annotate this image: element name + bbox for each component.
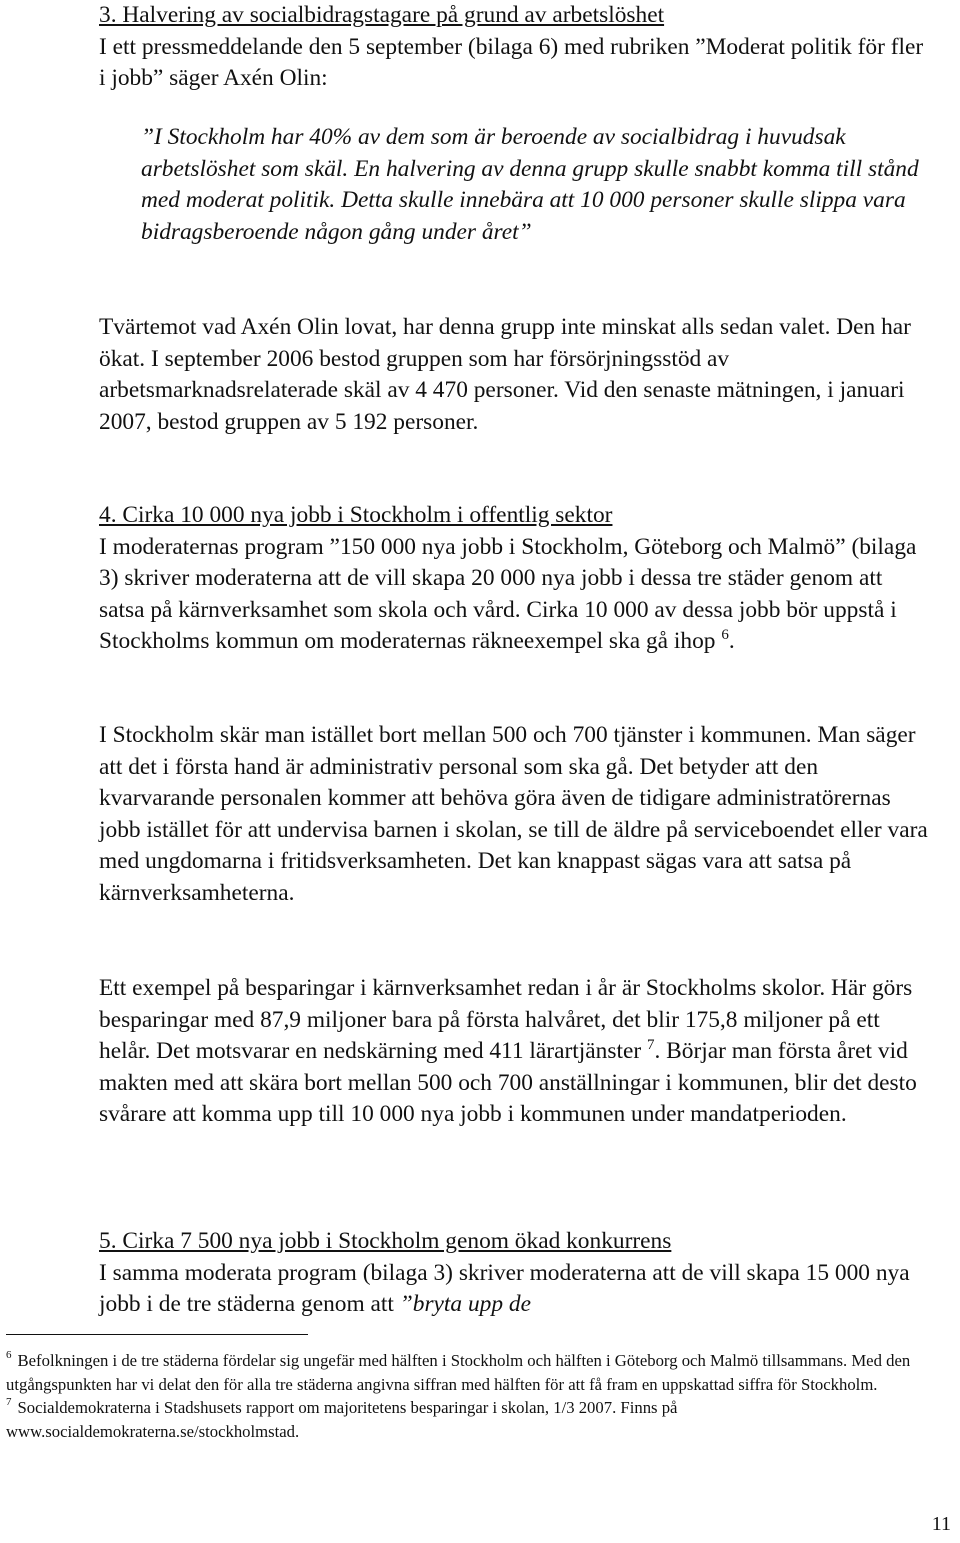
section-4-paragraph-3-text: Ett exempel på besparingar i kärnverksamhet redan i år är Stockholms skolor. Här görs besparingar med 87,9 miljoner bara på första halvåret, det blir 175,8 miljoner på ett helår. Det motsvarar en nedskärning med 411 lärartjänster — [99, 975, 913, 1064]
section-4-paragraph-2: I Stockholm skär man istället bort mellan 500 och 700 tjänster i kommunen. Man säger att det i första hand är administrativ personal som ska gå. Det betyder att den kvarvarande personalen kommer att behöva göra även de tidigare administratörernas jobb istället för att undervisa barnen i skolan, se till de äldre på serviceboendet eller vara med ungdomarna i fritidsverksamheten. Det kan knappast sägas vara att satsa på kärnverksamheterna. — [99, 722, 928, 906]
section-5-paragraph-italic: ”bryta upp de — [399, 1291, 531, 1317]
section-4-paragraph-3 — [99, 973, 929, 1131]
section-4 — [99, 500, 929, 658]
section-3 — [99, 0, 929, 95]
footnote-ref-6[interactable]: 6 — [721, 627, 729, 643]
section-5-heading: 5. Cirka 7 500 nya jobb i Stockholm genom ökad konkurrens — [99, 1228, 672, 1254]
footnotes — [6, 1349, 954, 1443]
section-3-intro: I ett pressmeddelande den 5 september (bilaga 6) med rubriken ”Moderat politik för fler i jobb” säger Axén Olin: — [99, 33, 924, 91]
section-5 — [99, 1226, 929, 1321]
footnote-6 — [6, 1349, 954, 1396]
section-3-heading: 3. Halvering av socialbidragstagare på grund av arbetslöshet — [99, 2, 665, 28]
quote-text: ”I Stockholm har 40% av dem som är beroende av socialbidrag i huvudsak arbetslöshet som skäl. En halvering av denna grupp skulle snabbt komma till stånd med moderat politik. Detta skulle innebära att 10 000 personer skulle slippa vara bidragsberoende någon gång under året” — [141, 124, 919, 245]
section-5-paragraph-text: I samma moderata program (bilaga 3) skriver moderaterna att de vill skapa 15 000 nya jobb i de tre städerna genom att — [99, 1259, 910, 1317]
section-4-body-2 — [99, 720, 929, 909]
section-3-paragraph: Tvärtemot vad Axén Olin lovat, har denna grupp inte minskat alls sedan valet. Den har ökat. I september 2006 bestod gruppen som har försörjningsstöd av arbetsmarknadsrelaterade skäl av 4 470 personer. Vid den senaste mätningen, i januari 2007, bestod gruppen av 5 192 personer. — [99, 314, 911, 435]
section-3-body — [99, 312, 929, 438]
section-4-heading: 4. Cirka 10 000 nya jobb i Stockholm i offentlig sektor — [99, 502, 613, 528]
section-4-body-3 — [99, 973, 929, 1131]
axen-olin-quote — [141, 122, 921, 248]
section-4-paragraph-1-end: . — [728, 628, 735, 654]
footnote-7 — [6, 1396, 954, 1443]
footnote-ref-7[interactable]: 7 — [646, 1037, 655, 1053]
footnote-divider — [6, 1334, 308, 1335]
section-4-paragraph-1-text: I moderaternas program ”150 000 nya jobb i Stockholm, Göteborg och Malmö” (bilaga 3) skriver moderaterna att de vill skapa 20 000 nya jobb i dessa tre städer genom att satsa på kärnverksamhet som skola och vård. Cirka 10 000 av dessa jobb bör uppstå i Stockholms kommun om moderaternas räkneexempel ska gå ihop — [99, 533, 917, 654]
section-4-paragraph-3-end: . Börjar man första året vid makten med att skära bort mellan 500 och 700 anställningar i kommunen, blir det desto svårare att komma upp till 10 000 nya jobb i kommunen under mandatperioden. — [99, 1038, 917, 1127]
footnote-7-text: Socialdemokraterna i Stadshusets rapport om majoritetens besparingar i skolan, 1/3 2007. Finns på www.socialdemokraterna.se/stockholmstad. — [6, 1398, 678, 1441]
section-4-paragraph-1 — [99, 532, 929, 658]
page-number: 11 — [931, 1513, 951, 1535]
section-5-paragraph — [99, 1258, 929, 1321]
footnote-6-text: Befolkningen i de tre städerna fördelar sig ungefär med hälften i Stockholm och hälften i Göteborg och Malmö tillsammans. Med den utgångspunkten har vi delat den för alla tre städerna angivna siffran med hälften för att få fram en uppskattad siffra för Stockholm. — [6, 1351, 911, 1394]
footnote-6-number: 6 — [6, 1349, 12, 1361]
footnote-7-number: 7 — [6, 1396, 12, 1409]
